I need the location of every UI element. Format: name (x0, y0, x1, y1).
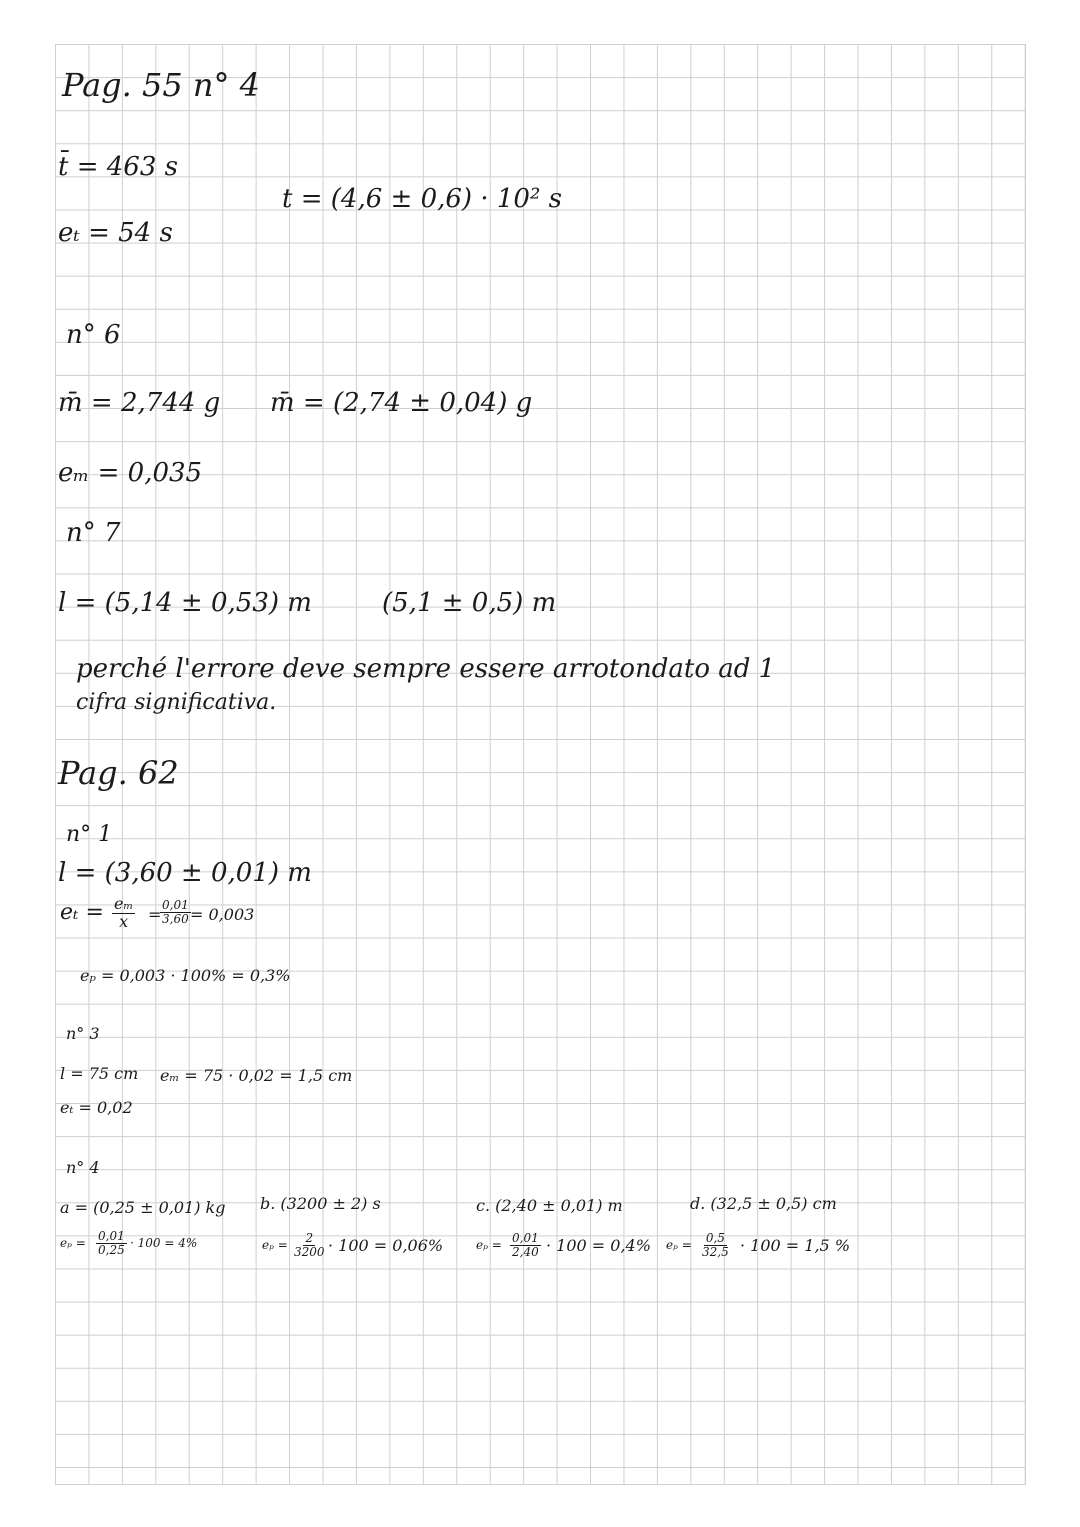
m-result: m̄ = (2,74 ± 0,04) g (270, 388, 533, 418)
n1-er-fraction-1: $\frac{\text{eₘ}}{x}$ (114, 894, 134, 931)
n4-d: d. (32,5 ± 0,5) cm (690, 1194, 837, 1213)
n4-b: b. (3200 ± 2) s (260, 1194, 381, 1213)
t-result: t = (4,6 ± 0,6) · 10² s (282, 184, 562, 214)
n6-heading: n° 6 (66, 320, 121, 350)
l-given: l = (5,14 ± 0,53) m (58, 588, 312, 618)
m-mean: m̄ = 2,744 g (58, 388, 221, 418)
n1-ep: eₚ = 0,003 · 100% = 0,3% (80, 966, 291, 985)
n1-er-eq: = (148, 905, 162, 924)
n4-ep-d-label: eₚ = (666, 1238, 692, 1252)
explanation-line-2: cifra significativa. (76, 690, 277, 715)
n1-er-result: = 0,003 (190, 905, 255, 924)
n1-er-fraction-2: $\frac{0,01}{3,60}$ (162, 898, 189, 926)
n3-l: l = 75 cm (60, 1064, 139, 1083)
n4-ep-a-fraction: $\frac{0,01}{0,25}$ (98, 1229, 125, 1257)
n4-heading: n° 4 (66, 1158, 100, 1177)
n4-ep-c-label: eₚ = (476, 1238, 502, 1252)
n4-ep-b-fraction: $\frac{2}{3200}$ (294, 1231, 325, 1259)
e-m: eₘ = 0,035 (58, 458, 203, 488)
n4-ep-c-rest: · 100 = 0,4% (546, 1236, 651, 1255)
n4-ep-d-fraction: $\frac{0,5}{32,5}$ (702, 1231, 729, 1259)
n1-l: l = (3,60 ± 0,01) m (58, 858, 312, 888)
explanation-line-1: perché l'errore deve sempre essere arrotondato ad 1 (76, 654, 776, 684)
n3-e-m: eₘ = 75 · 0,02 = 1,5 cm (160, 1066, 353, 1085)
n1-er-label: eₜ = (60, 900, 104, 925)
grid-paper-sheet (55, 44, 1026, 1485)
n4-a: a = (0,25 ± 0,01) kg (60, 1198, 226, 1217)
page-55-heading: Pag. 55 n° 4 (62, 66, 261, 104)
n4-ep-b-label: eₚ = (262, 1238, 288, 1252)
n4-ep-a-label: eₚ = (60, 1236, 86, 1250)
n4-c: c. (2,40 ± 0,01) m (476, 1196, 623, 1215)
n4-ep-a-rest: · 100 = 4% (130, 1236, 198, 1250)
n4-ep-c-fraction: $\frac{0,01}{2,40}$ (512, 1231, 539, 1259)
page-62-heading: Pag. 62 (58, 754, 179, 792)
n4-ep-d-rest: · 100 = 1,5 % (740, 1236, 851, 1255)
n3-heading: n° 3 (66, 1024, 100, 1043)
e-t: eₜ = 54 s (58, 218, 173, 248)
l-result: (5,1 ± 0,5) m (382, 588, 557, 618)
n4-ep-b-rest: · 100 = 0,06% (328, 1236, 444, 1255)
n7-heading: n° 7 (66, 518, 121, 548)
n3-e-r: eₜ = 0,02 (60, 1098, 133, 1117)
n1-heading: n° 1 (66, 822, 113, 847)
t-mean: t̄ = 463 s (58, 152, 178, 182)
